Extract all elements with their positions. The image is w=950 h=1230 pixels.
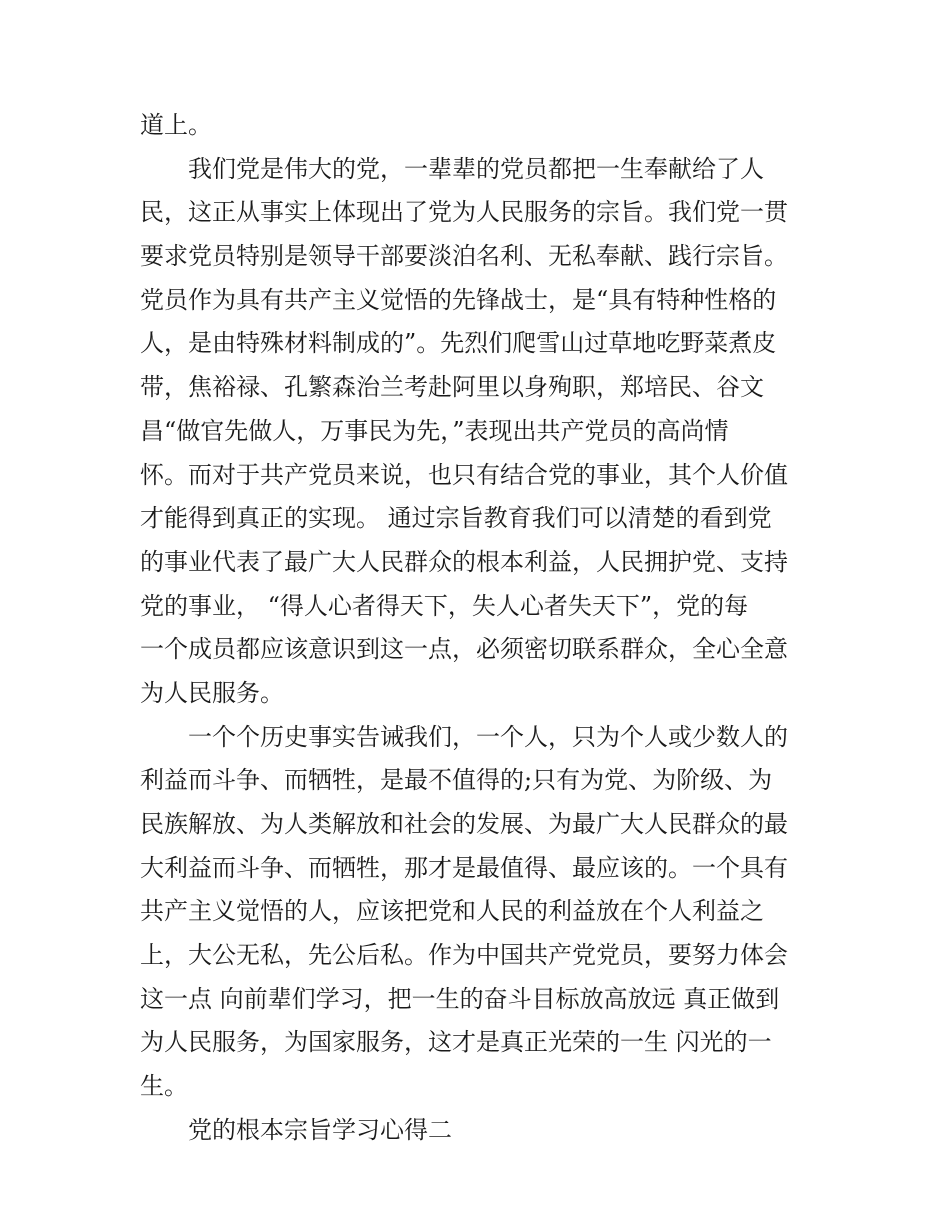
text-line: 利益而斗争、而牺牲，是最不值得的;只有为党、为阶级、为	[140, 766, 773, 795]
text-line: 的事业代表了最广大人民群众的根本利益，人民拥护党、支持	[140, 547, 788, 576]
text-line: 要求党员特别是领导干部要淡泊名利、无私奉献、践行宗旨。	[140, 242, 788, 271]
text-line: 一个个历史事实告诫我们，一个人，只为个人或少数人的	[188, 722, 788, 751]
text-line: 为人民服务，为国家服务，这才是真正光荣的一生 闪光的一	[140, 1028, 772, 1057]
text-line: 上，大公无私，先公后私。作为中国共产党党员，要努力体会	[140, 941, 788, 970]
text-line: 生。	[140, 1072, 188, 1101]
text-line: 才能得到真正的实现。 通过宗旨教育我们可以清楚的看到党	[140, 504, 772, 533]
text-line: 民，这正从事实上体现出了党为人民服务的宗旨。我们党一贯	[140, 198, 788, 227]
text-line: 怀。而对于共产党员来说，也只有结合党的事业，其个人价值	[140, 460, 788, 489]
text-line: 大利益而斗争、而牺牲，那才是最值得、最应该的。一个具有	[140, 853, 788, 882]
text-line: 人，是由特殊材料制成的”。先烈们爬雪山过草地吃野菜煮皮	[140, 329, 777, 358]
text-line: 我们党是伟大的党，一辈辈的党员都把一生奉献给了人	[188, 154, 764, 183]
text-line: 党的事业， “得人心者得天下，失人心者失天下”，党的每	[140, 591, 749, 620]
text-line: 民族解放、为人类解放和社会的发展、为最广大人民群众的最	[140, 810, 788, 838]
text-line: 一个成员都应该意识到这一点，必须密切联系群众，全心全意	[140, 635, 788, 664]
text-line: 为人民服务。	[140, 678, 284, 707]
text-line: 道上。	[140, 111, 212, 139]
section-heading: 党的根本宗旨学习心得二	[188, 1115, 452, 1144]
text-line: 昌“做官先做人，万事民为先，”表现出共产党员的高尚情	[140, 416, 729, 445]
body-text	[140, 104, 816, 1153]
text-line: 共产主义觉悟的人，应该把党和人民的利益放在个人利益之	[140, 897, 764, 926]
text-line: 党员作为具有共产主义觉悟的先锋战士，是“具有特种性格的	[140, 285, 777, 314]
text-line: 这一点 向前辈们学习，把一生的奋斗目标放高放远 真正做到	[140, 984, 780, 1013]
text-line: 带，焦裕禄、孔繁森治兰考赴阿里以身殉职，郑培民、谷文	[140, 373, 764, 402]
